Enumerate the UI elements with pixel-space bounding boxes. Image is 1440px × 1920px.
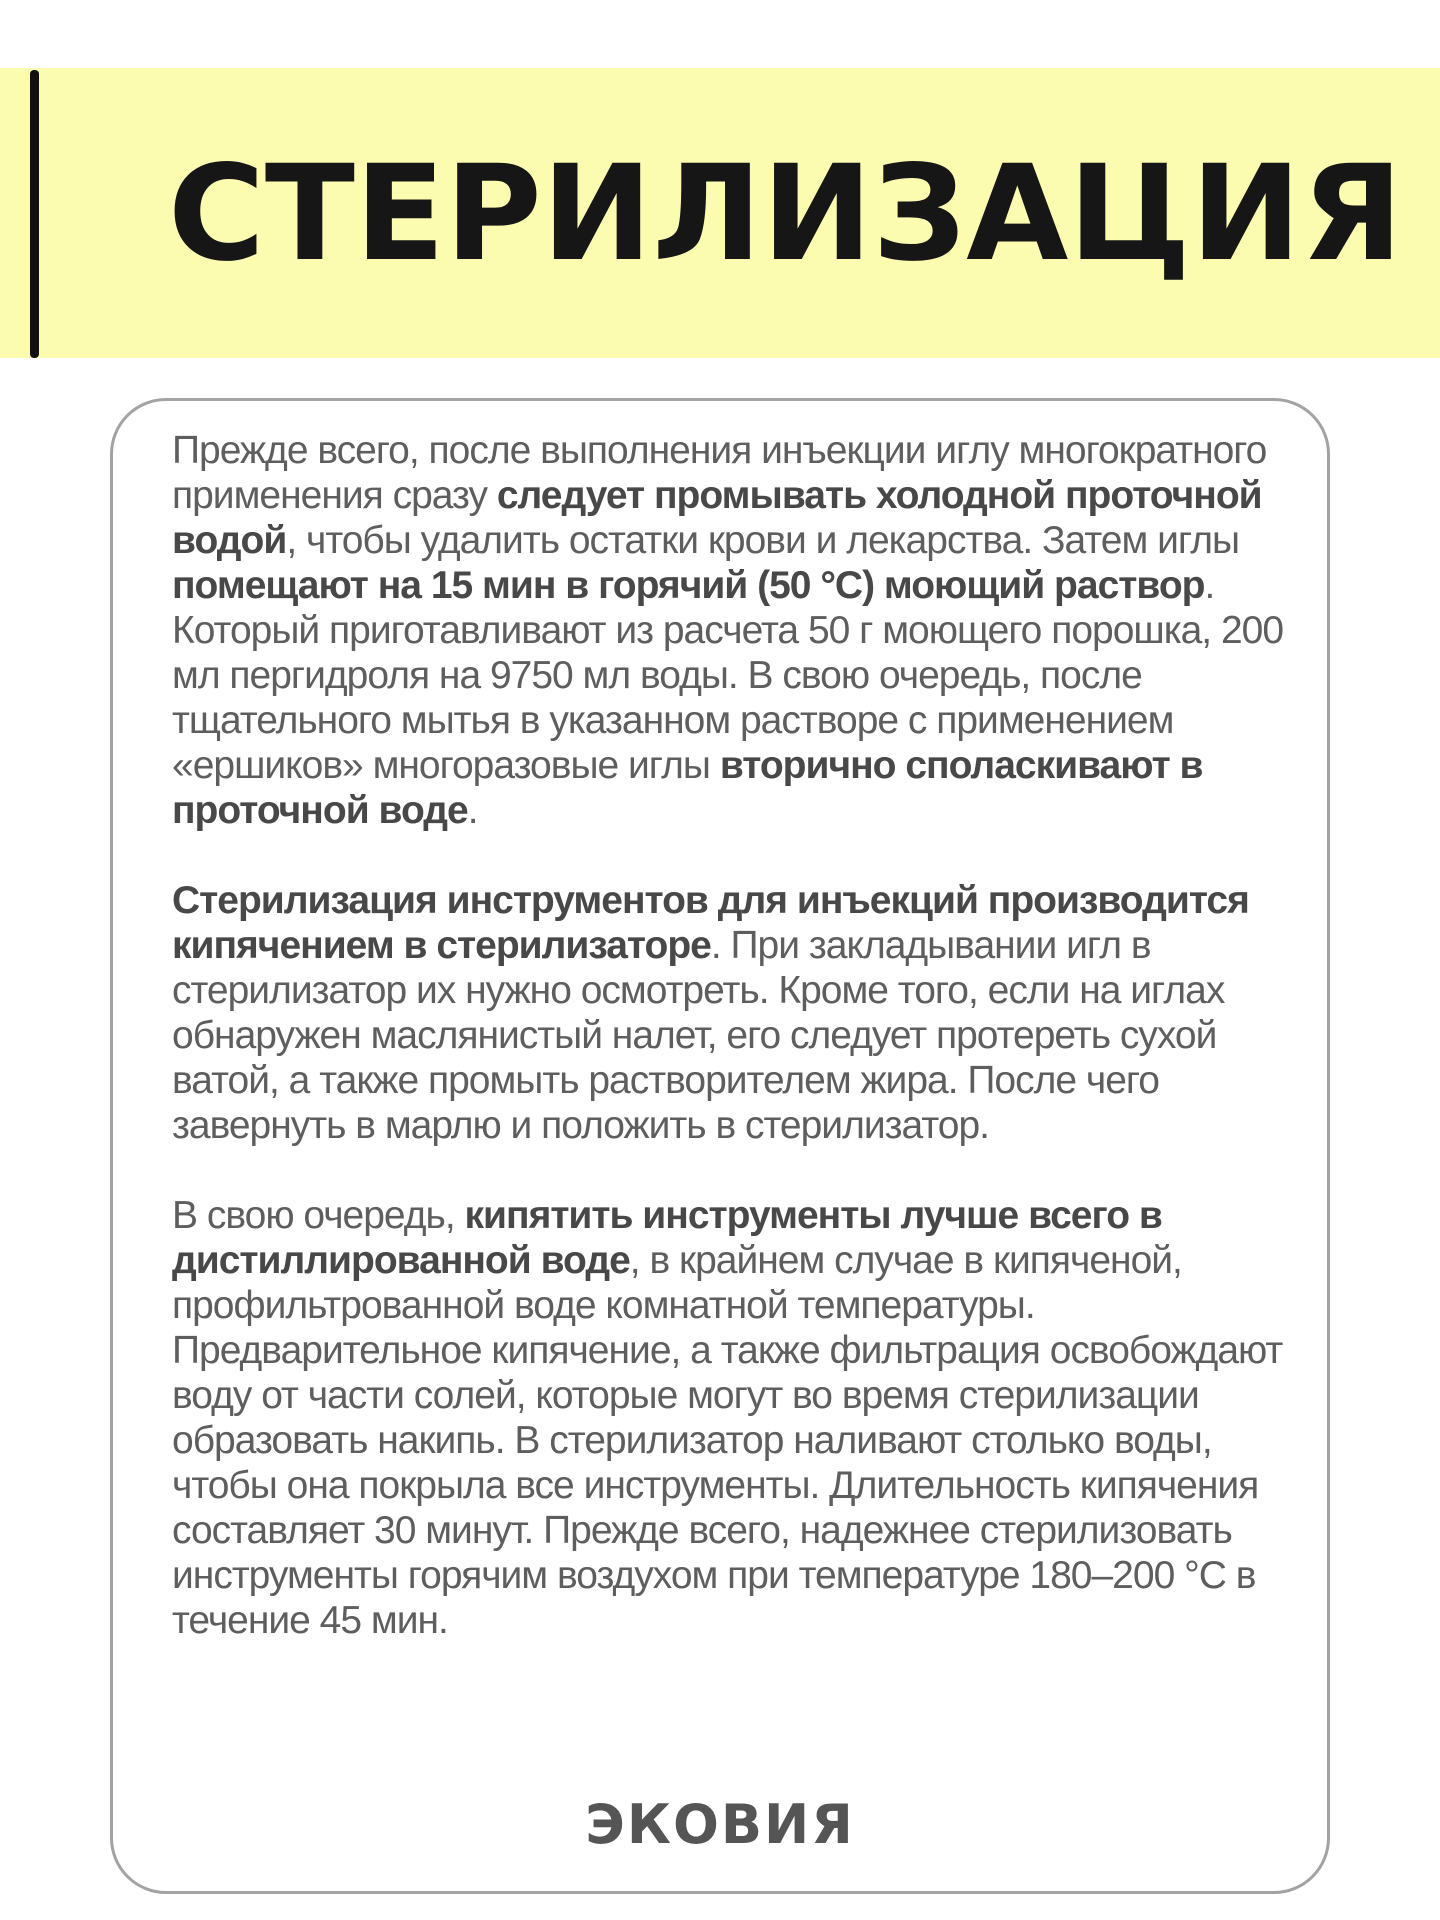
page-title: СТЕРИЛИЗАЦИЯ [168, 137, 1403, 291]
text-run: . Который приготавливают из расчета 50 г моющего порошка, 200 мл пергидроля на 9750 мл воды. В свою очередь, после тщательного мытья в указанном растворе с применением «ершиков» многоразовые иглы [172, 564, 1284, 787]
bold-text-run: вторично споласкивают в проточной воде [172, 744, 1203, 832]
text-run: . [467, 789, 478, 832]
paragraph-3 [172, 1193, 1292, 1643]
bold-text-run: кипятить инструменты лучше всего в дистиллированной воде [172, 1194, 1162, 1282]
bold-text-run: следует промывать холодной проточной водой [172, 474, 1262, 562]
title-accent-bar [30, 70, 39, 358]
article-body [172, 428, 1292, 1688]
paragraph-2 [172, 878, 1292, 1148]
text-run: , в крайнем случае в кипяченой, профильтрованной воде комнатной температуры. Предварительное кипячение, а также фильтрация освобождают воду от части солей, которые могут во время стерилизации образовать накипь. В стерилизатор наливают столько воды, чтобы она покрыла все инструменты. Длительность кипячения составляет 30 минут. Прежде всего, надежнее стерилизовать инструменты горячим воздухом при температуре 180–200 °C в течение 45 мин. [172, 1239, 1283, 1642]
bold-text-run: Стерилизация инструментов для инъекций производится кипячением в стерилизаторе [172, 879, 1249, 967]
text-run: , чтобы удалить остатки крови и лекарства. Затем иглы [286, 519, 1240, 562]
text-run: Прежде всего, после выполнения инъекции иглу многократного применения сразу [172, 429, 1267, 517]
text-run: В свою очередь, [172, 1194, 465, 1237]
brand-logo: ЭКОВИЯ [585, 1793, 855, 1856]
paragraph-1 [172, 428, 1292, 833]
text-run: . При закладывании игл в стерилизатор их нужно осмотреть. Кроме того, если на иглах обнаружен маслянистый налет, его следует протереть сухой ватой, а также промыть растворителем жира. После чего завернуть в марлю и положить в стерилизатор. [172, 924, 1225, 1147]
bold-text-run: помещают на 15 мин в горячий (50 °C) моющий раствор [172, 564, 1205, 607]
